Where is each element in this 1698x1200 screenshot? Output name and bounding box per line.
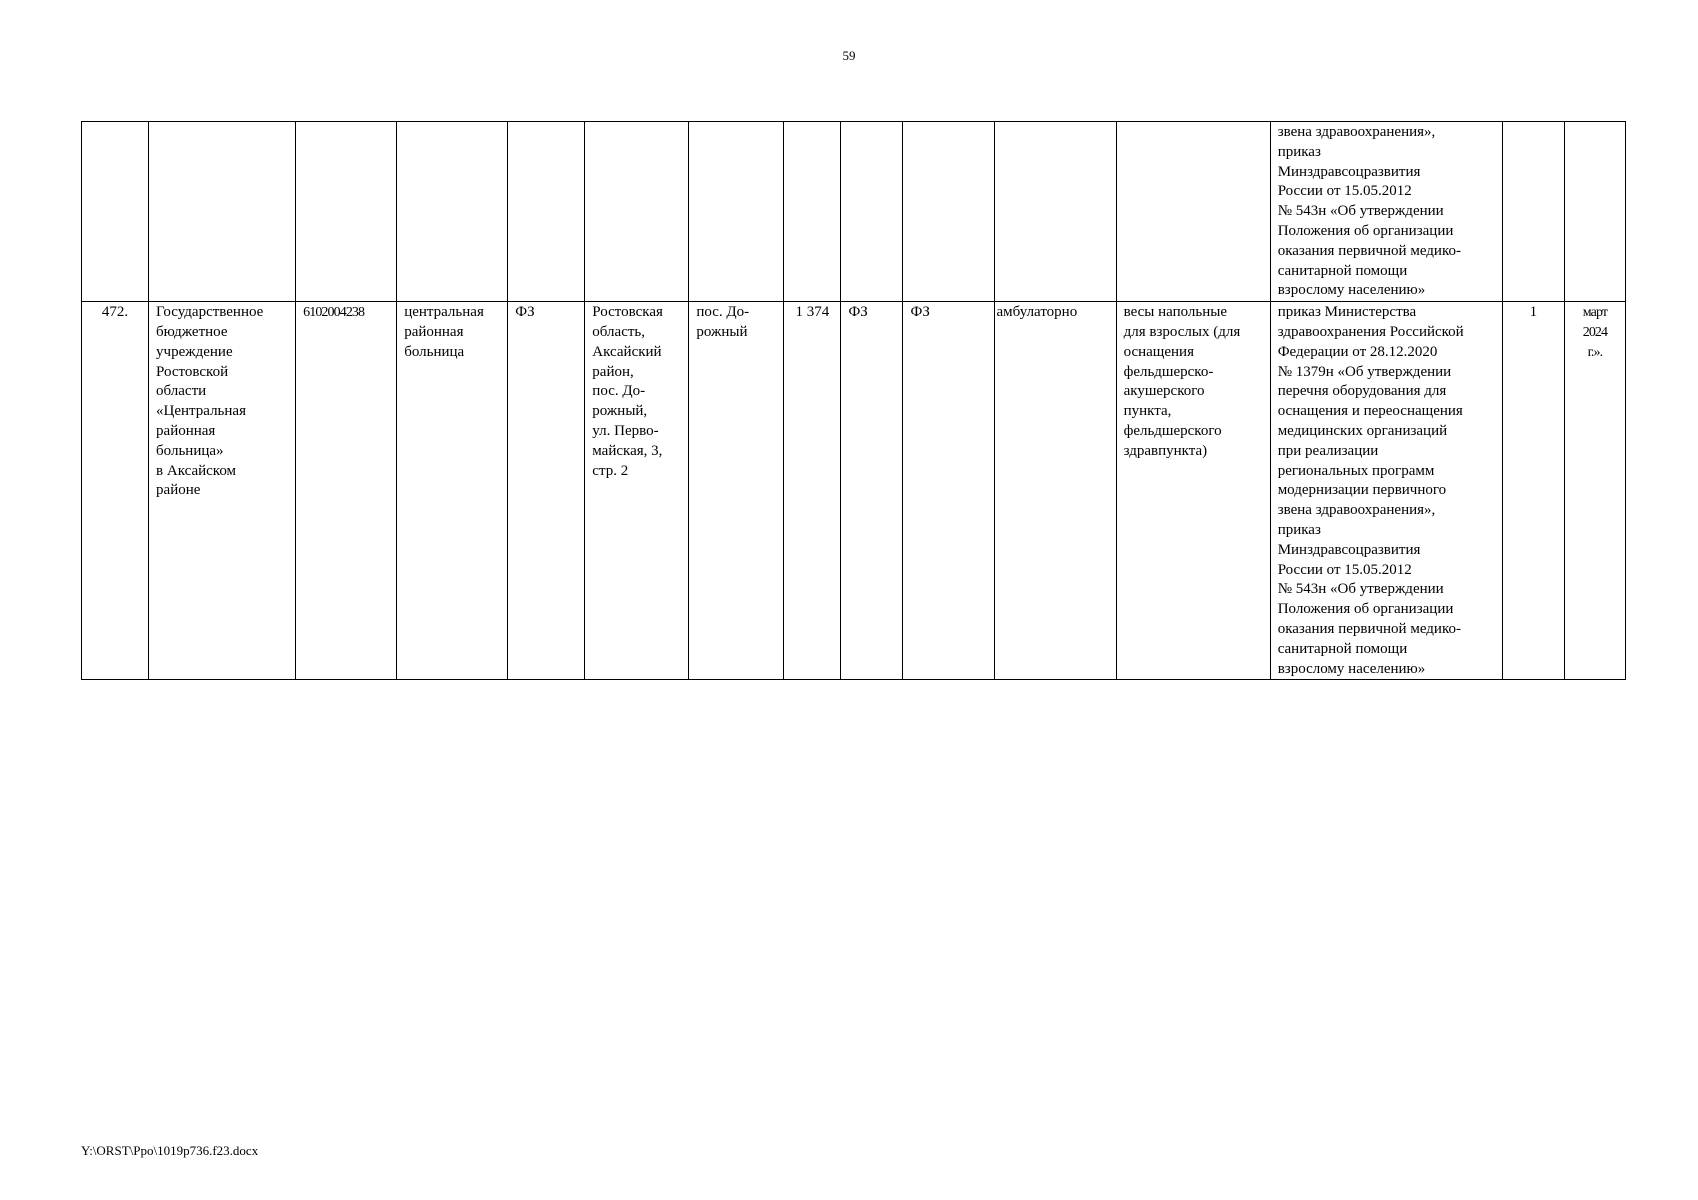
cell-care-condition	[994, 122, 1116, 302]
cell-deadline: март 2024 г.».	[1564, 302, 1625, 680]
cell-organization	[149, 122, 296, 302]
cell-basis: приказ Министерства здравоохранения Российской Федерации от 28.12.2020 № 1379н «Об утверждении перечня оборудования для оснащения и переоснащения медицинских организаций при реализации региональных программ модернизации первичного звена здравоохранения», приказ Минздравсоцразвития России от 15.05.2012 № 543н «Об утверждении Положения об организации оказания первичной медико- санитарной помощи взрослому населению»	[1270, 302, 1502, 680]
cell-code-a: ФЗ	[841, 302, 903, 680]
cell-inn: 6102004238	[296, 302, 397, 680]
cell-equipment	[1116, 122, 1270, 302]
cell-number	[82, 122, 149, 302]
cell-settlement: пос. До- рожный	[689, 302, 784, 680]
table-row-continuation	[82, 122, 1626, 302]
cell-inn	[296, 122, 397, 302]
cell-deadline	[1564, 122, 1625, 302]
cell-facility-type	[397, 122, 508, 302]
cell-quantity: 1	[1502, 302, 1564, 680]
cell-number: 472.	[82, 302, 149, 680]
cell-address: Ростовская область, Аксайский район, пос. До- рожный, ул. Перво- майская, 3, стр. 2	[585, 302, 689, 680]
cell-address	[585, 122, 689, 302]
cell-care-condition: амбулаторно	[994, 302, 1116, 680]
cell-subdivision-type	[508, 122, 585, 302]
cell-code-b: ФЗ	[903, 302, 994, 680]
page-number: 59	[842, 48, 856, 63]
cell-population: 1 374	[784, 302, 841, 680]
cell-population	[784, 122, 841, 302]
cell-quantity	[1502, 122, 1564, 302]
cell-organization: Государственное бюджетное учреждение Ростовской области «Центральная районная больница» в Аксайском районе	[149, 302, 296, 680]
cell-equipment: весы напольные для взрослых (для оснащения фельдшерско- акушерского пункта, фельдшерского здравпункта)	[1116, 302, 1270, 680]
cell-code-b	[903, 122, 994, 302]
cell-basis: звена здравоохранения», приказ Минздравсоцразвития России от 15.05.2012 № 543н «Об утверждении Положения об организации оказания первичной медико- санитарной помощи взрослому населению»	[1270, 122, 1502, 302]
cell-code-a	[841, 122, 903, 302]
equipment-table	[81, 121, 1626, 680]
footer-file-path: Y:\ORST\Ppo\1019p736.f23.docx	[81, 1143, 259, 1158]
table-row-472	[82, 302, 1626, 680]
cell-settlement	[689, 122, 784, 302]
cell-facility-type: центральная районная больница	[397, 302, 508, 680]
cell-subdivision-type: ФЗ	[508, 302, 585, 680]
